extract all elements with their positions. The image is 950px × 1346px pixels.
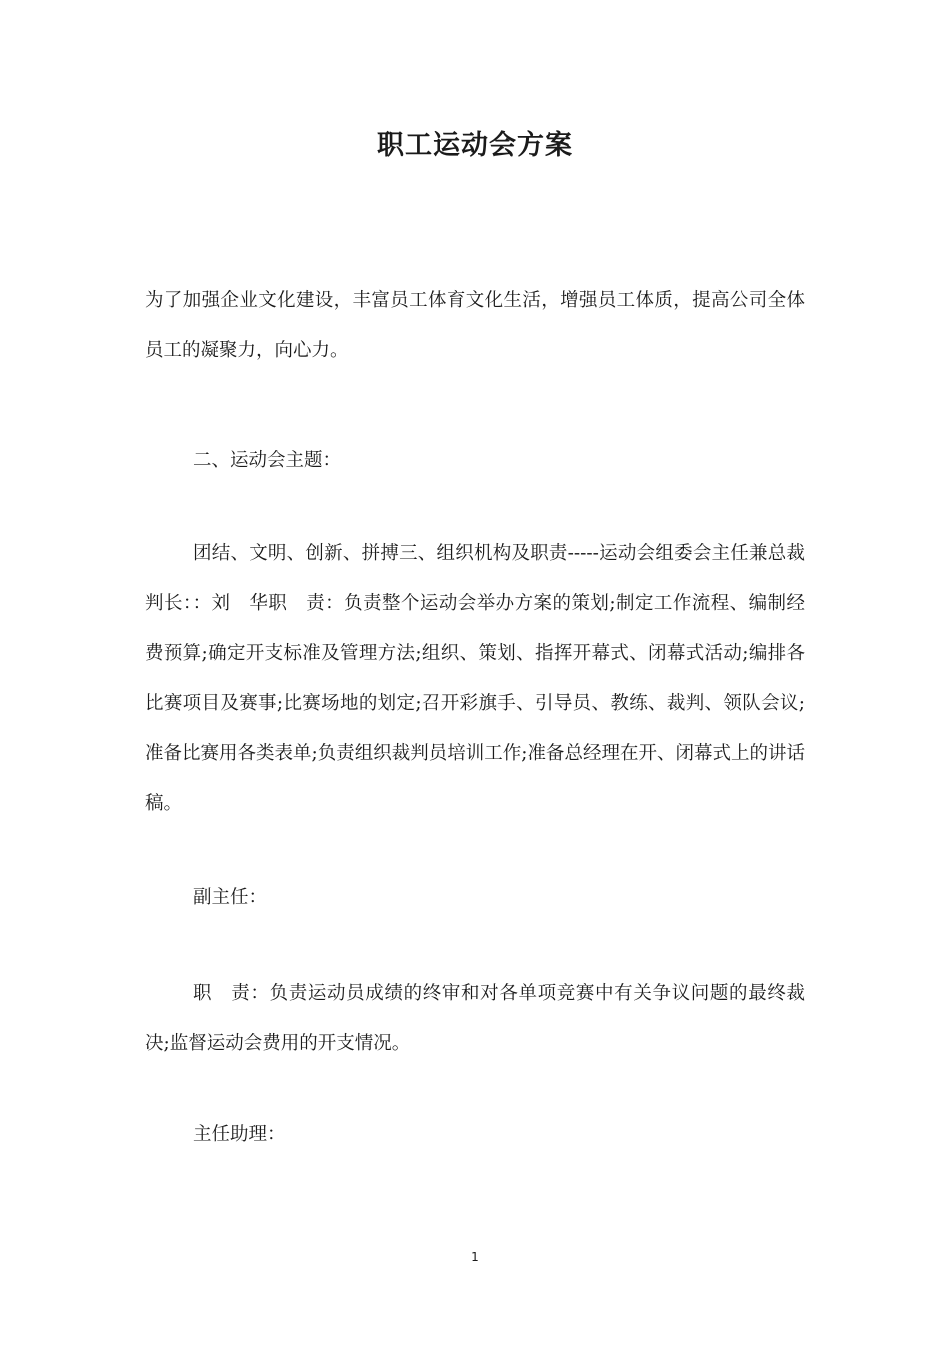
deputy-director-heading: 副主任： <box>193 887 268 908</box>
assistant-heading: 主任助理： <box>193 1124 286 1145</box>
organization-paragraph: 团结、文明、创新、拼搏三、组织机构及职责-----运动会组委会主任兼总裁判长：：刘 华职 责：负责整个运动会举办方案的策划;制定工作流程、编制经费预算;确定开支标准及管理方法;组织、策划、指挥开幕式、闭幕式活动;编排各比赛项目及赛事;比赛场地的划定;召开彩旗手、引导员、教练、裁判、领队会议;准备比赛用各类表单;负责组织裁判员培训工作;准备总经理在开、闭幕式上的讲话稿。 <box>145 543 805 814</box>
intro-paragraph: 为了加强企业文化建设，丰富员工体育文化生活，增强员工体质，提高公司全体员工的凝聚力，向心力。 <box>145 290 805 361</box>
section-heading-theme: 二、运动会主题： <box>193 450 342 471</box>
page-number: 1 <box>471 1250 479 1264</box>
document-title: 职工运动会方案 <box>377 130 573 161</box>
deputy-duties-paragraph: 职 责：负责运动员成绩的终审和对各单项竞赛中有关争议问题的最终裁决;监督运动会费用的开支情况。 <box>145 983 805 1054</box>
